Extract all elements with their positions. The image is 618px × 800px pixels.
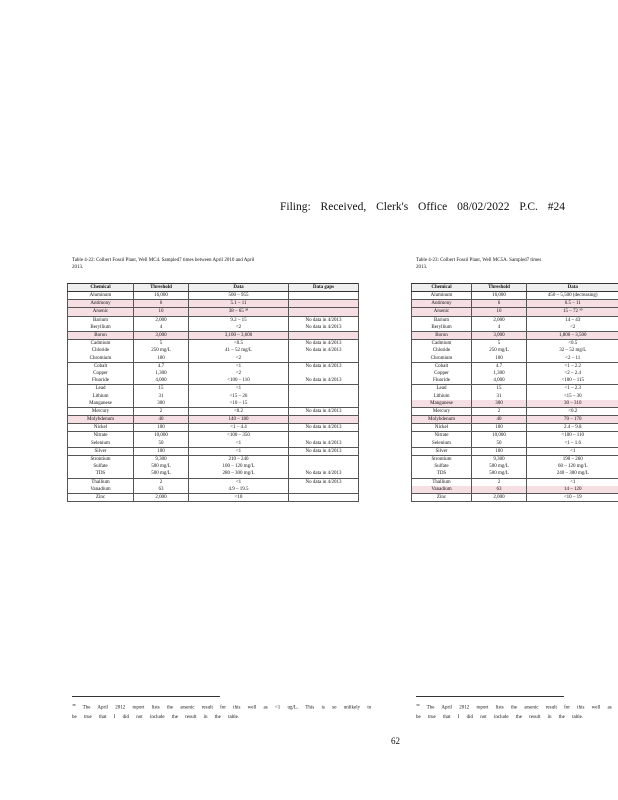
data-gaps-cell [289, 308, 359, 316]
chemical-cell: Copper [68, 370, 134, 377]
chemical-cell: Boron [68, 331, 134, 339]
data-cell: 1,800 – 3,500 [527, 331, 618, 339]
chemical-cell: Barium [68, 316, 134, 324]
chemical-cell: Thallium [412, 478, 472, 486]
footnote-line2: be true that I did not include the result in the table. [72, 714, 240, 720]
chemical-cell: Boron [412, 331, 472, 339]
chemical-cell: Cobalt [68, 362, 134, 370]
data-cell: 5.1 – 11 [189, 300, 289, 308]
footnote-line1: The April 2012 report lists the arsenic result for this well as <1 ug/L. This is so unlikely to [82, 705, 372, 711]
data-gaps-cell [289, 416, 359, 424]
threshold-cell: 2 [134, 478, 189, 486]
threshold-cell: 250 mg/L [472, 347, 527, 354]
threshold-cell: 500 mg/L [134, 470, 189, 478]
table-row [412, 455, 618, 463]
chemical-cell: Arsenic [412, 308, 472, 316]
data-cell: <0.2 [189, 407, 289, 415]
column-header-data-gaps: Data gaps [289, 284, 359, 292]
data-cell: <10 [189, 493, 289, 501]
chemical-cell: Cobalt [412, 362, 472, 370]
table-row [68, 362, 359, 370]
chemical-cell: Beryllium [68, 324, 134, 332]
chemical-cell: Vanadium [412, 486, 472, 494]
threshold-cell: 1,300 [472, 370, 527, 377]
threshold-cell: 300 [472, 400, 527, 408]
data-cell: <15 – 26 [189, 392, 289, 399]
data-cell: <1 [189, 478, 289, 486]
chemical-cell: Selenium [412, 440, 472, 448]
threshold-cell: 500 mg/L [472, 463, 527, 470]
data-gaps-cell: No data in 4/2013 [289, 316, 359, 324]
chemical-cell: Sulfate [68, 463, 134, 470]
data-cell: 41 – 52 mg/L [189, 347, 289, 354]
table-row [412, 370, 618, 377]
column-header-data: Data [189, 284, 289, 292]
threshold-cell: 10,000 [134, 432, 189, 440]
table-row [68, 292, 359, 300]
column-header-data: Data [527, 284, 618, 292]
threshold-cell: 9,300 [134, 455, 189, 463]
table-row [68, 316, 359, 324]
data-cell: <0.2 [527, 407, 618, 415]
data-gaps-cell: No data in 4/2013 [289, 377, 359, 385]
data-cell: <1 – 2.2 [527, 362, 618, 370]
data-gaps-cell: No data in 4/2013 [289, 362, 359, 370]
threshold-cell: 5 [472, 340, 527, 348]
data-gaps-cell [289, 331, 359, 339]
data-gaps-cell [289, 300, 359, 308]
data-cell: <2 [570, 324, 576, 330]
table-row [412, 362, 618, 370]
chemical-cell: TDS [68, 470, 134, 478]
table-row [412, 392, 618, 399]
table-row [68, 370, 359, 377]
table-row [412, 385, 618, 393]
table-row [412, 463, 618, 470]
threshold-cell: 100 [472, 447, 527, 455]
data-cell: 2.4 – 9.8 [527, 424, 618, 432]
data-gaps-cell: No data in 4/2013 [289, 478, 359, 486]
chemical-cell: Nitrate [412, 432, 472, 440]
chemical-cell: Strontium [68, 455, 134, 463]
chemical-cell: Arsenic [68, 308, 134, 316]
table-row [412, 316, 618, 324]
data-cell: <2 – 11 [565, 355, 581, 361]
table-row [412, 355, 618, 363]
chemical-cell: Copper [412, 370, 472, 377]
data-cell: <0.5 [527, 340, 618, 348]
data-gaps-cell: No data in 4/2013 [289, 407, 359, 415]
threshold-cell: 250 mg/L [134, 347, 189, 354]
chemical-cell: Nitrate [68, 432, 134, 440]
data-cell: 450 – 5,500 (decreasing) [527, 292, 618, 300]
data-cell: 6.5 – 11 [527, 300, 618, 308]
threshold-cell: 15 [472, 385, 527, 393]
table-row [68, 331, 359, 339]
table-row [68, 432, 359, 440]
table-row [412, 424, 618, 432]
threshold-cell: 300 [134, 400, 189, 408]
data-gaps-cell [289, 355, 359, 363]
chemical-cell: Cadmium [68, 340, 134, 348]
table-row [68, 392, 359, 399]
right-caption-line1: Table 4-23: Colbert Fossil Plant, Well MC5A. Sampled7 times [416, 258, 542, 263]
data-cell: <100 – 110 [189, 377, 289, 385]
data-cell: <1 – 1.6 [564, 440, 582, 446]
right-table-caption [416, 257, 541, 271]
threshold-cell: 15 [134, 385, 189, 393]
threshold-cell: 2,000 [134, 316, 189, 324]
chemical-cell: Lead [68, 385, 134, 393]
data-cell: <2 [189, 355, 289, 363]
data-cell: <15 – 30 [563, 393, 582, 399]
chemical-cell: Chromium [68, 355, 134, 363]
threshold-cell: 500 mg/L [134, 463, 189, 470]
table-row [412, 470, 618, 478]
table-row [412, 478, 618, 486]
data-cell: <1 – 4.4 [189, 424, 289, 432]
table-row [68, 385, 359, 393]
table-row [68, 455, 359, 463]
data-gaps-cell [289, 385, 359, 393]
chemical-cell: Antimony [412, 300, 472, 308]
table-row [68, 493, 359, 501]
threshold-cell: 2 [472, 478, 527, 486]
data-cell: <1 [189, 385, 289, 393]
table-row [68, 447, 359, 455]
data-cell: <2 [189, 324, 289, 332]
data-gaps-cell [289, 400, 359, 408]
threshold-cell: 10,000 [472, 432, 527, 440]
threshold-cell: 50 [134, 440, 189, 448]
chemical-cell: Lithium [68, 392, 134, 399]
left-caption-line2: 2013. [72, 265, 84, 270]
data-cell: 140 – 180 [189, 416, 289, 424]
threshold-cell: 4,000 [134, 377, 189, 385]
threshold-cell: 2,000 [134, 493, 189, 501]
data-cell: 3,100 – 3,600 [189, 331, 289, 339]
table-row [68, 416, 359, 424]
threshold-cell: 3,000 [134, 331, 189, 339]
threshold-cell: 16,000 [472, 292, 527, 300]
data-cell: <1 [527, 447, 618, 455]
chemical-cell: Mercury [412, 407, 472, 415]
chemical-cell: Molybdenum [68, 416, 134, 424]
chemical-cell: Thallium [68, 478, 134, 486]
right-footnote [416, 701, 612, 722]
chemical-cell: Sulfate [412, 463, 472, 470]
data-cell: <1 – 2.3 [527, 385, 618, 393]
table-row [68, 478, 359, 486]
chemical-cell: Chloride [412, 347, 472, 354]
data-cell: 38 – 65 ³⁸ [189, 308, 289, 316]
right-table-header-row [412, 284, 618, 292]
threshold-cell: 100 [472, 355, 527, 363]
chemical-cell: Fluoride [68, 377, 134, 385]
column-header-chemical: Chemical [412, 284, 472, 292]
threshold-cell: 40 [134, 416, 189, 424]
data-cell: 14 – 120 [527, 486, 618, 494]
threshold-cell: 50 [472, 440, 527, 448]
table-row [412, 347, 618, 354]
threshold-cell: 10 [472, 308, 527, 316]
left-footnote-rule [72, 696, 220, 697]
threshold-cell: 63 [472, 486, 527, 494]
table-row [412, 324, 618, 332]
chemical-cell: Manganese [68, 400, 134, 408]
chemical-cell: Chromium [412, 355, 472, 363]
table-row [68, 324, 359, 332]
chemical-cell: Zinc [412, 493, 472, 501]
data-cell: 190 – 260 [527, 455, 618, 463]
data-cell: <10 – 15 [189, 400, 289, 408]
chemical-cell: Chloride [68, 347, 134, 354]
data-gaps-cell [289, 432, 359, 440]
table-row [412, 377, 618, 385]
table-row [68, 340, 359, 348]
table-row [68, 470, 359, 478]
threshold-cell: 10 [134, 308, 189, 316]
chemical-cell: Silver [412, 447, 472, 455]
left-table-caption [72, 257, 254, 271]
threshold-cell: 5 [134, 340, 189, 348]
data-cell: <2 – 2.4 [564, 370, 582, 376]
chemical-cell: Cadmium [412, 340, 472, 348]
threshold-cell: 4.7 [472, 362, 527, 370]
table-row [412, 432, 618, 440]
table-row [412, 493, 618, 501]
chemical-cell: Selenium [68, 440, 134, 448]
data-cell: 280 – 300 mg/L [189, 470, 289, 478]
data-cell: <1 [527, 478, 618, 486]
table-row [412, 292, 618, 300]
table-row [68, 400, 359, 408]
data-gaps-cell [289, 493, 359, 501]
threshold-cell: 100 [134, 424, 189, 432]
data-cell: <100 – 115 [561, 378, 585, 384]
threshold-cell: 2 [134, 407, 189, 415]
right-caption-line2: 2013. [416, 265, 428, 270]
data-gaps-cell [289, 292, 359, 300]
left-footnote [72, 701, 371, 722]
threshold-cell: 31 [134, 392, 189, 399]
data-cell: <1 [189, 440, 289, 448]
left-table-header-row [68, 284, 359, 292]
data-cell: <2 [189, 370, 289, 377]
data-cell: <100 – 350 [189, 432, 289, 440]
table-row [68, 407, 359, 415]
threshold-cell: 6 [472, 300, 527, 308]
threshold-cell: 4 [134, 324, 189, 332]
chemical-cell: Vanadium [68, 486, 134, 494]
column-header-threshold: Threshold [472, 284, 527, 292]
footnote-line2: be true that I did not include the result in the table. [416, 714, 584, 720]
data-cell: 30 – 310 [527, 400, 618, 408]
table-row [412, 407, 618, 415]
column-header-threshold: Threshold [134, 284, 189, 292]
data-gaps-cell [289, 455, 359, 463]
threshold-cell: 100 [134, 355, 189, 363]
chemical-cell: TDS [412, 470, 472, 478]
data-cell: 70 – 170 [527, 416, 618, 424]
threshold-cell: 4 [472, 324, 527, 332]
table-row [68, 355, 359, 363]
chemical-cell: Antimony [68, 300, 134, 308]
data-cell: <0.5 [189, 340, 289, 348]
data-cell: 100 – 120 mg/L [189, 463, 289, 470]
filing-stamp: Filing: Received, Clerk's Office 08/02/2022 P.C. #24 [280, 201, 566, 213]
table-row [412, 416, 618, 424]
column-header-chemical: Chemical [68, 284, 134, 292]
chemical-cell: Nickel [68, 424, 134, 432]
table-row [412, 340, 618, 348]
table-row [68, 424, 359, 432]
data-gaps-cell: No data in 4/2013 [289, 340, 359, 348]
chemical-cell: Nickel [412, 424, 472, 432]
threshold-cell: 2,000 [472, 493, 527, 501]
chemical-cell: Aluminum [412, 292, 472, 300]
threshold-cell: 31 [472, 392, 527, 399]
table-row [68, 377, 359, 385]
threshold-cell: 500 mg/L [472, 470, 527, 478]
table-row [68, 486, 359, 494]
data-cell: 32 – 52 mg/L [559, 348, 587, 354]
page-number: 62 [391, 736, 400, 746]
table-row [412, 486, 618, 494]
table-row [412, 400, 618, 408]
table-row [68, 347, 359, 354]
data-cell: 500 – 955 [189, 292, 289, 300]
data-cell: <1 [189, 447, 289, 455]
table-row [412, 440, 618, 448]
left-data-table [67, 283, 359, 502]
data-cell: <10 – 19 [527, 493, 618, 501]
threshold-cell: 4,000 [472, 377, 527, 385]
data-cell: 210 – 240 [189, 455, 289, 463]
table-row [68, 440, 359, 448]
threshold-cell: 100 [472, 424, 527, 432]
data-gaps-cell: No data in 4/2013 [289, 440, 359, 448]
data-gaps-cell: No data in 4/2013 [289, 470, 359, 478]
data-gaps-cell [289, 463, 359, 470]
data-cell: 240 – 300 mg/L [556, 471, 589, 477]
chemical-cell: Mercury [68, 407, 134, 415]
chemical-cell: Beryllium [412, 324, 472, 332]
data-cell: 4.9 – 19.5 [189, 486, 289, 494]
threshold-cell: 63 [134, 486, 189, 494]
table-row [412, 331, 618, 339]
threshold-cell: 40 [472, 416, 527, 424]
threshold-cell: 1,300 [134, 370, 189, 377]
chemical-cell: Silver [68, 447, 134, 455]
threshold-cell: 100 [134, 447, 189, 455]
chemical-cell: Aluminum [68, 292, 134, 300]
chemical-cell: Fluoride [412, 377, 472, 385]
footnote-line1: The April 2012 report lists the arsenic result for this well as [426, 705, 612, 711]
table-row [412, 447, 618, 455]
data-gaps-cell: No data in 4/2013 [289, 324, 359, 332]
threshold-cell: 4.7 [134, 362, 189, 370]
threshold-cell: 6 [134, 300, 189, 308]
data-gaps-cell [289, 370, 359, 377]
threshold-cell: 3,000 [472, 331, 527, 339]
footnote-number: 38 [72, 703, 76, 707]
data-gaps-cell: No data in 4/2013 [289, 447, 359, 455]
data-cell: <100 – 110 [527, 432, 618, 440]
data-gaps-cell: No data in 4/2013 [289, 347, 359, 354]
chemical-cell: Barium [412, 316, 472, 324]
table-row [68, 463, 359, 470]
chemical-cell: Molybdenum [412, 416, 472, 424]
data-cell: 15 – 72 ³⁹ [527, 308, 618, 316]
threshold-cell: 2 [472, 407, 527, 415]
chemical-cell: Strontium [412, 455, 472, 463]
data-cell: <1 [189, 362, 289, 370]
data-cell: 9.2 – 15 [189, 316, 289, 324]
right-footnote-rule [416, 696, 564, 697]
chemical-cell: Manganese [412, 400, 472, 408]
left-caption-line1: Table 4-22: Colbert Fossil Plant, Well MC4. Sampled7 times between April 2010 and April [72, 258, 255, 263]
table-row [412, 300, 618, 308]
data-cell: 14 – 43 [527, 316, 618, 324]
footnote-number: 39 [416, 703, 420, 707]
table-row [68, 300, 359, 308]
threshold-cell: 9,300 [472, 455, 527, 463]
table-row [68, 308, 359, 316]
threshold-cell: 16,000 [134, 292, 189, 300]
right-data-table [411, 283, 618, 502]
data-cell: 60 – 120 mg/L [557, 464, 588, 470]
chemical-cell: Zinc [68, 493, 134, 501]
threshold-cell: 2,000 [472, 316, 527, 324]
data-gaps-cell [289, 486, 359, 494]
data-gaps-cell: No data in 4/2013 [289, 424, 359, 432]
chemical-cell: Lithium [412, 392, 472, 399]
data-gaps-cell [289, 392, 359, 399]
chemical-cell: Lead [412, 385, 472, 393]
table-row [412, 308, 618, 316]
